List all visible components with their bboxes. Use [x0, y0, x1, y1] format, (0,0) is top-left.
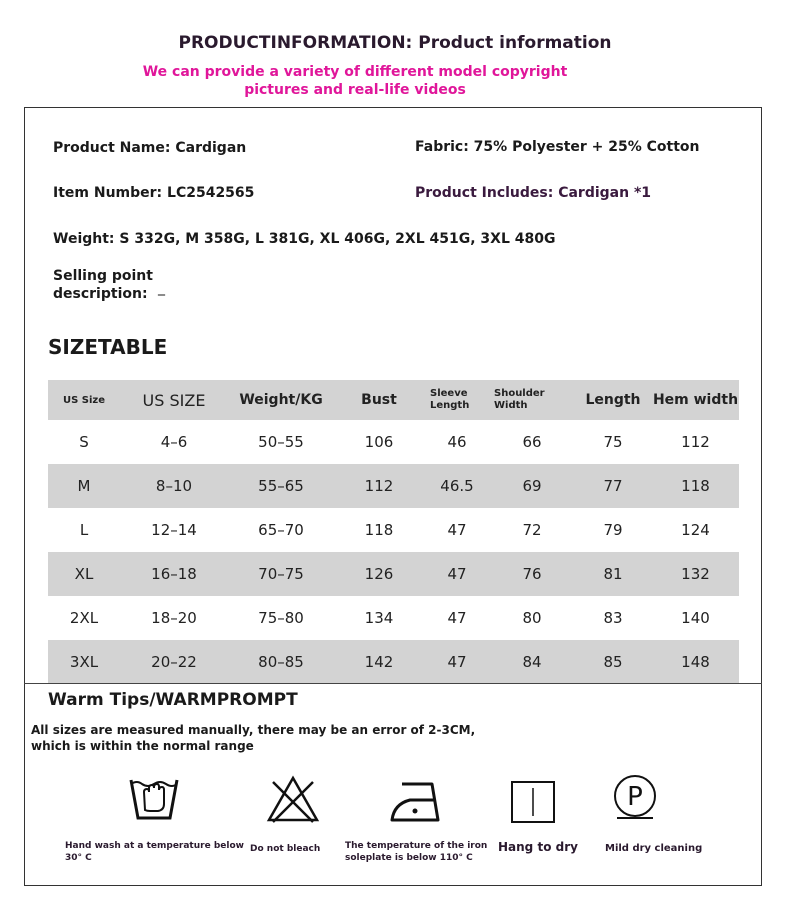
cell-sleeve: 47 — [424, 552, 490, 596]
header-sleeve-length: Sleeve Length — [424, 380, 490, 420]
cell-shoulder: 76 — [490, 552, 574, 596]
cell-hem: 112 — [681, 433, 710, 451]
size-table-title: SIZETABLE — [48, 335, 168, 359]
cell-bust: 134 — [364, 609, 394, 627]
cell-length: 85 — [574, 640, 652, 684]
header-hem-width: Hem width — [652, 380, 739, 420]
cell-sleeve: 47 — [424, 640, 490, 684]
cell-hem: 124 — [681, 521, 710, 539]
table-row — [48, 596, 739, 640]
selling-point-value: _ — [158, 280, 165, 296]
warm-tips-note-1: All sizes are measured manually, there may be an error of 2-3CM, — [31, 723, 476, 737]
care-caption-hang-dry: Hang to dry — [498, 840, 578, 854]
cell-sleeve: 46 — [447, 433, 467, 451]
table-row — [48, 552, 739, 596]
table-row — [48, 508, 739, 552]
header-us-size: US Size — [48, 380, 120, 420]
section-divider — [24, 683, 762, 684]
care-caption-hand-wash-1: Hand wash at a temperature below — [65, 841, 244, 851]
cell-weight: 65–70 — [258, 521, 304, 539]
cell-bust: 142 — [334, 640, 424, 684]
cell-shoulder: 84 — [490, 640, 574, 684]
cell-length: 77 — [574, 464, 652, 508]
cell-length: 83 — [603, 609, 623, 627]
header-shoulder-width: Shoulder Width — [490, 380, 574, 420]
header-bust: Bust — [334, 380, 424, 420]
cell-bust: 112 — [334, 464, 424, 508]
cell-bust: 118 — [364, 521, 394, 539]
svg-text:P: P — [627, 782, 643, 812]
header-length: Length — [574, 380, 652, 420]
care-caption-no-bleach: Do not bleach — [250, 844, 321, 854]
care-caption-iron-1: The temperature of the iron — [345, 841, 488, 851]
warm-tips-note-2: which is within the normal range — [31, 739, 254, 753]
header-us-size-alt: US SIZE — [120, 380, 228, 420]
cell-size: L — [79, 521, 89, 539]
cell-us-size: 18–20 — [151, 609, 197, 627]
cell-sleeve: 46.5 — [424, 464, 490, 508]
dry-clean-icon — [612, 773, 658, 821]
selling-point-label-2: description: — [53, 286, 148, 302]
no-bleach-icon — [265, 774, 321, 824]
weight-list: Weight: S 332G, M 358G, L 381G, XL 406G, 2XL 451G, 3XL 480G — [53, 231, 556, 247]
cell-us-size: 8–10 — [120, 464, 228, 508]
cell-hem: 132 — [652, 552, 739, 596]
item-number: Item Number: LC2542565 — [53, 185, 255, 201]
size-table-header — [48, 380, 739, 420]
cell-size: M — [48, 464, 120, 508]
care-caption-hand-wash-2: 30° C — [65, 853, 92, 863]
hang-dry-icon — [510, 780, 556, 824]
cell-weight: 55–65 — [228, 464, 334, 508]
cell-bust: 106 — [364, 433, 394, 451]
cell-size: 3XL — [48, 640, 120, 684]
cell-weight: 75–80 — [258, 609, 304, 627]
page-title: PRODUCTINFORMATION: Product information — [178, 33, 612, 53]
fabric: Fabric: 75% Polyester + 25% Cotton — [415, 139, 700, 155]
promo-line-1: We can provide a variety of different model copyright — [142, 64, 568, 80]
cell-shoulder: 66 — [522, 433, 542, 451]
cell-us-size: 16–18 — [120, 552, 228, 596]
care-caption-iron-2: soleplate is below 110° C — [345, 853, 473, 863]
cell-weight: 80–85 — [228, 640, 334, 684]
cell-length: 79 — [603, 521, 623, 539]
cell-hem: 140 — [681, 609, 710, 627]
warm-tips-title: Warm Tips/WARMPROMPT — [48, 690, 298, 710]
cell-length: 81 — [574, 552, 652, 596]
cell-shoulder: 72 — [522, 521, 542, 539]
product-includes: Product Includes: Cardigan *1 — [415, 185, 652, 201]
hand-wash-icon — [128, 774, 180, 824]
cell-shoulder: 69 — [490, 464, 574, 508]
cell-size: S — [79, 433, 89, 451]
selling-point-label-1: Selling point — [53, 268, 153, 284]
cell-us-size: 12–14 — [151, 521, 197, 539]
cell-sleeve: 47 — [447, 521, 467, 539]
cell-us-size: 20–22 — [120, 640, 228, 684]
product-name: Product Name: Cardigan — [53, 140, 247, 156]
cell-hem: 118 — [652, 464, 739, 508]
cell-weight: 50–55 — [258, 433, 304, 451]
cell-size: XL — [48, 552, 120, 596]
care-caption-dry-clean: Mild dry cleaning — [605, 843, 703, 854]
cell-us-size: 4–6 — [160, 433, 188, 451]
header-weight: Weight/KG — [228, 380, 334, 420]
cell-hem: 148 — [652, 640, 739, 684]
cell-weight: 70–75 — [228, 552, 334, 596]
cell-sleeve: 47 — [447, 609, 467, 627]
table-row — [48, 640, 739, 684]
table-row — [48, 420, 739, 464]
promo-line-2: pictures and real-life videos — [244, 82, 466, 98]
size-table — [48, 380, 739, 684]
cell-bust: 126 — [334, 552, 424, 596]
cell-size: 2XL — [69, 609, 99, 627]
iron-icon — [388, 778, 444, 826]
cell-shoulder: 80 — [522, 609, 542, 627]
table-row — [48, 464, 739, 508]
cell-length: 75 — [603, 433, 623, 451]
